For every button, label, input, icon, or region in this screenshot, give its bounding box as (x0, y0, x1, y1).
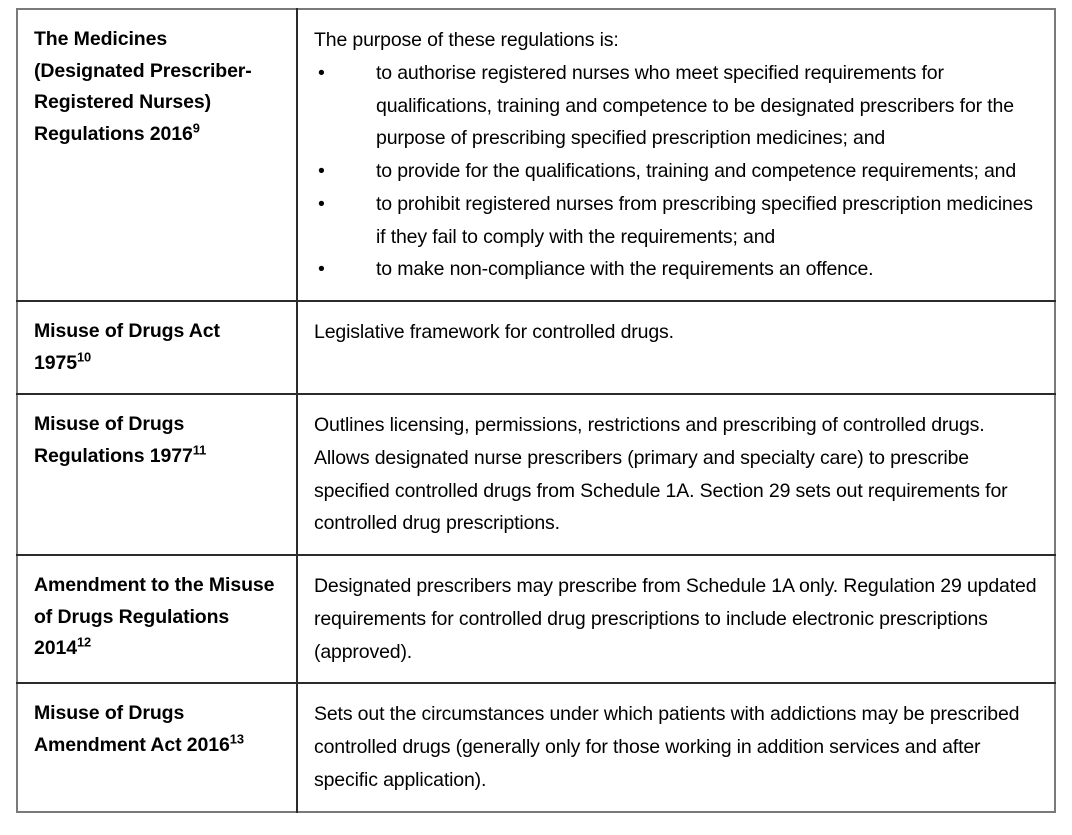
footnote-marker: 12 (76, 634, 92, 650)
description-text: Legislative framework for controlled drugs. (314, 321, 674, 343)
footnote-marker: 10 (76, 349, 92, 365)
legislation-name-cell (17, 394, 297, 555)
bullet-icon: • (318, 61, 325, 84)
footnote-marker: 9 (192, 120, 200, 136)
description-cell (297, 555, 1055, 683)
legislation-name: Misuse of Drugs Amendment Act 2016 (34, 702, 230, 756)
table-row (17, 9, 1055, 301)
bullet-icon: • (318, 192, 325, 215)
description-cell (297, 394, 1055, 555)
legislation-name-cell (17, 683, 297, 811)
bullet-icon: • (318, 258, 325, 281)
description-cell (297, 301, 1055, 394)
legislation-name: Misuse of Drugs Regulations 1977 (34, 413, 193, 467)
list-item-text: to authorise registered nurses who meet specified requirements for qualifications, training and competence to be designated prescribers for the purpose of prescribing specified prescription medicines; and (376, 61, 1014, 150)
regulations-table (16, 8, 1056, 813)
legislation-name: Amendment to the Misuse of Drugs Regulations 2014 (34, 574, 275, 660)
table-row (17, 394, 1055, 555)
bullet-icon: • (318, 160, 325, 182)
list-item (314, 188, 1038, 254)
footnote-marker: 13 (229, 731, 244, 747)
list-item-text: to prohibit registered nurses from prescribing specified prescription medicines if they fail to comply with the requirements; and (376, 192, 1033, 248)
list-item (314, 155, 1038, 188)
description-text: Outlines licensing, permissions, restrictions and prescribing of controlled drugs. Allows designated nurse prescribers (primary and specialty care) to prescribe specified controlled drugs from Schedule 1A. Section 29 sets out requirements for controlled drug prescriptions. (314, 414, 1008, 535)
table-row (17, 301, 1055, 394)
list-item (314, 253, 1038, 286)
table-body (17, 9, 1055, 812)
list-item-text: to make non-compliance with the requirements an offence. (376, 258, 874, 281)
legislation-name-cell (17, 9, 297, 301)
description-text: Designated prescribers may prescribe from Schedule 1A only. Regulation 29 updated requirements for controlled drug prescriptions to include electronic prescriptions (approved). (314, 575, 1037, 663)
description-text: Sets out the circumstances under which patients with addictions may be prescribed controlled drugs (generally only for those working in addition services and after specific application). (314, 703, 1020, 791)
description-bullet-list (314, 57, 1038, 286)
table-row (17, 683, 1055, 811)
description-lead: The purpose of these regulations is: (314, 29, 619, 51)
list-item-text: to provide for the qualifications, training and competence requirements; and (376, 160, 1017, 182)
description-cell (297, 9, 1055, 301)
legislation-name: The Medicines (Designated Prescriber-Registered Nurses) Regulations 2016 (34, 28, 252, 145)
legislation-name-cell (17, 555, 297, 683)
list-item (314, 57, 1038, 155)
legislation-name-cell (17, 301, 297, 394)
table-row (17, 555, 1055, 683)
description-cell (297, 683, 1055, 811)
legislation-name: Misuse of Drugs Act 1975 (34, 320, 220, 374)
footnote-marker: 11 (192, 442, 207, 458)
